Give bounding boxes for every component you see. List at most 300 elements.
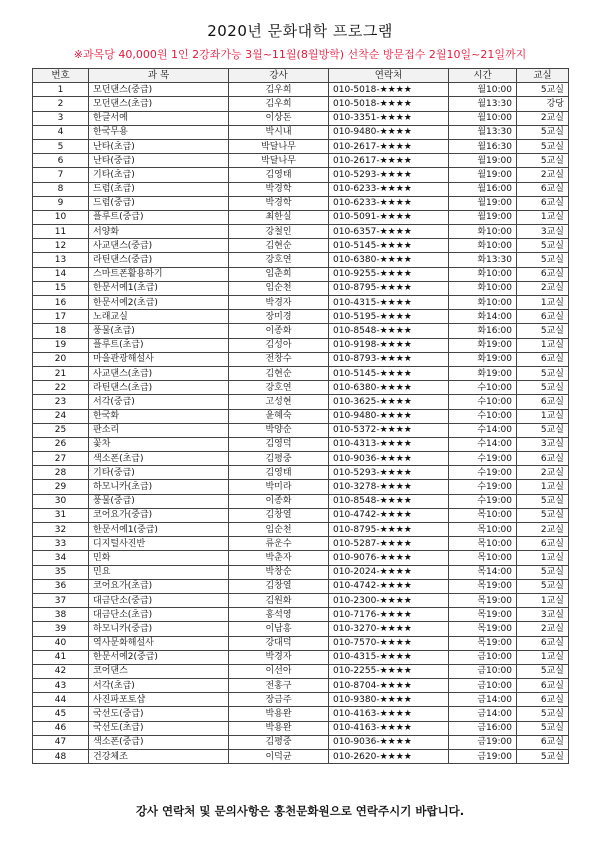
classroom: 6교실	[517, 693, 569, 707]
teacher-name: 강호연	[229, 253, 329, 267]
classroom: 6교실	[517, 352, 569, 366]
course-name: 꽃차	[89, 437, 229, 451]
course-name: 난타(중급)	[89, 154, 229, 168]
teacher-name: 박경자	[229, 650, 329, 664]
class-time: 목10:00	[449, 551, 517, 565]
row-number: 33	[33, 537, 89, 551]
table-row	[33, 735, 569, 749]
contact-number: 010-8704-★★★★	[329, 679, 449, 693]
row-number: 41	[33, 650, 89, 664]
classroom: 5교실	[517, 423, 569, 437]
table-row	[33, 650, 569, 664]
course-name: 기타(초급)	[89, 168, 229, 182]
teacher-name: 고성현	[229, 395, 329, 409]
class-time: 목19:00	[449, 608, 517, 622]
course-name: 한국무용	[89, 125, 229, 139]
course-name: 대금단소(중급)	[89, 593, 229, 607]
class-time: 금19:00	[449, 750, 517, 764]
contact-number: 010-8795-★★★★	[329, 523, 449, 537]
row-number: 7	[33, 168, 89, 182]
classroom: 6교실	[517, 267, 569, 281]
classroom: 5교실	[517, 154, 569, 168]
contact-number: 010-4315-★★★★	[329, 296, 449, 310]
row-number: 14	[33, 267, 89, 281]
table-row	[33, 324, 569, 338]
row-number: 18	[33, 324, 89, 338]
teacher-name: 류운수	[229, 537, 329, 551]
course-name: 국선도(초급)	[89, 721, 229, 735]
course-name: 라틴댄스(초급)	[89, 381, 229, 395]
row-number: 45	[33, 707, 89, 721]
teacher-name: 임춘희	[229, 267, 329, 281]
contact-number: 010-6233-★★★★	[329, 196, 449, 210]
program-schedule-table	[32, 68, 569, 764]
table-row	[33, 296, 569, 310]
course-name: 플루트(초급)	[89, 338, 229, 352]
table-row	[33, 111, 569, 125]
class-time: 목19:00	[449, 579, 517, 593]
class-time: 화14:00	[449, 310, 517, 324]
classroom: 6교실	[517, 735, 569, 749]
row-number: 2	[33, 97, 89, 111]
class-time: 금14:00	[449, 693, 517, 707]
class-time: 월19:00	[449, 154, 517, 168]
class-time: 수19:00	[449, 466, 517, 480]
contact-number: 010-5091-★★★★	[329, 210, 449, 224]
contact-number: 010-4315-★★★★	[329, 650, 449, 664]
classroom: 5교실	[517, 508, 569, 522]
course-name: 노래교실	[89, 310, 229, 324]
teacher-name: 김성아	[229, 338, 329, 352]
classroom: 5교실	[517, 707, 569, 721]
table-row	[33, 622, 569, 636]
classroom: 2교실	[517, 622, 569, 636]
course-name: 건강체조	[89, 750, 229, 764]
class-time: 수14:00	[449, 423, 517, 437]
table-row	[33, 210, 569, 224]
header-course: 과 목	[89, 69, 229, 83]
classroom: 5교실	[517, 579, 569, 593]
teacher-name: 이남흥	[229, 622, 329, 636]
course-name: 사교댄스(중급)	[89, 239, 229, 253]
classroom: 2교실	[517, 281, 569, 295]
contact-number: 010-7176-★★★★	[329, 608, 449, 622]
table-row	[33, 551, 569, 565]
classroom: 5교실	[517, 494, 569, 508]
table-row	[33, 508, 569, 522]
course-name: 드럼(중급)	[89, 196, 229, 210]
course-name: 한글서예	[89, 111, 229, 125]
table-row	[33, 707, 569, 721]
table-row	[33, 565, 569, 579]
teacher-name: 김영덕	[229, 437, 329, 451]
course-name: 색소폰(초급)	[89, 452, 229, 466]
class-time: 수19:00	[449, 480, 517, 494]
teacher-name: 박창순	[229, 565, 329, 579]
course-name: 풍물(초급)	[89, 324, 229, 338]
table-row	[33, 466, 569, 480]
classroom: 5교실	[517, 366, 569, 380]
class-time: 화13:30	[449, 253, 517, 267]
row-number: 28	[33, 466, 89, 480]
enrollment-notice: ※과목당 40,000원 1인 2강좌가능 3월~11월(8월방학) 선착순 방문접수 2월10일~21일까지	[73, 48, 527, 61]
table-row	[33, 196, 569, 210]
contact-number: 010-2620-★★★★	[329, 750, 449, 764]
course-name: 하모니카(중급)	[89, 622, 229, 636]
table-row	[33, 721, 569, 735]
table-row	[33, 608, 569, 622]
class-time: 수10:00	[449, 409, 517, 423]
contact-number: 010-4313-★★★★	[329, 437, 449, 451]
teacher-name: 박용완	[229, 721, 329, 735]
teacher-name: 박경자	[229, 296, 329, 310]
contact-number: 010-3351-★★★★	[329, 111, 449, 125]
classroom: 5교실	[517, 253, 569, 267]
teacher-name: 박경학	[229, 182, 329, 196]
contact-number: 010-5018-★★★★	[329, 83, 449, 97]
table-row	[33, 139, 569, 153]
teacher-name: 박양순	[229, 423, 329, 437]
class-time: 월16:30	[449, 139, 517, 153]
contact-number: 010-6357-★★★★	[329, 225, 449, 239]
row-number: 17	[33, 310, 89, 324]
class-time: 월13:30	[449, 97, 517, 111]
class-time: 화10:00	[449, 239, 517, 253]
class-time: 화19:00	[449, 366, 517, 380]
class-time: 수10:00	[449, 381, 517, 395]
contact-number: 010-4163-★★★★	[329, 721, 449, 735]
teacher-name: 김창열	[229, 508, 329, 522]
course-name: 플루트(중급)	[89, 210, 229, 224]
teacher-name: 이덕균	[229, 750, 329, 764]
class-time: 화10:00	[449, 225, 517, 239]
contact-number: 010-5293-★★★★	[329, 466, 449, 480]
row-number: 13	[33, 253, 89, 267]
classroom: 6교실	[517, 182, 569, 196]
table-row	[33, 125, 569, 139]
class-time: 수19:00	[449, 452, 517, 466]
teacher-name: 강대덕	[229, 636, 329, 650]
row-number: 32	[33, 523, 89, 537]
row-number: 37	[33, 593, 89, 607]
teacher-name: 임순천	[229, 523, 329, 537]
class-time: 수19:00	[449, 494, 517, 508]
table-row	[33, 480, 569, 494]
table-row	[33, 593, 569, 607]
classroom: 1교실	[517, 409, 569, 423]
classroom: 2교실	[517, 168, 569, 182]
row-number: 15	[33, 281, 89, 295]
class-time: 화19:00	[449, 338, 517, 352]
teacher-name: 김영태	[229, 466, 329, 480]
contact-number: 010-9036-★★★★	[329, 452, 449, 466]
course-name: 민요	[89, 565, 229, 579]
course-name: 판소리	[89, 423, 229, 437]
row-number: 43	[33, 679, 89, 693]
row-number: 21	[33, 366, 89, 380]
teacher-name: 임순천	[229, 281, 329, 295]
class-time: 월10:00	[449, 111, 517, 125]
class-time: 화19:00	[449, 352, 517, 366]
classroom: 5교실	[517, 139, 569, 153]
classroom: 3교실	[517, 608, 569, 622]
course-name: 라틴댄스(중급)	[89, 253, 229, 267]
classroom: 2교실	[517, 466, 569, 480]
contact-number: 010-2024-★★★★	[329, 565, 449, 579]
row-number: 29	[33, 480, 89, 494]
contact-number: 010-9198-★★★★	[329, 338, 449, 352]
table-header-row	[33, 69, 569, 83]
contact-number: 010-5195-★★★★	[329, 310, 449, 324]
table-row	[33, 267, 569, 281]
course-name: 한문서예1(초급)	[89, 281, 229, 295]
table-row	[33, 239, 569, 253]
teacher-name: 이상돈	[229, 111, 329, 125]
table-row	[33, 154, 569, 168]
class-time: 화10:00	[449, 296, 517, 310]
course-name: 스마트폰활용하기	[89, 267, 229, 281]
teacher-name: 이선아	[229, 664, 329, 678]
table-row	[33, 494, 569, 508]
course-name: 사교댄스(초급)	[89, 366, 229, 380]
row-number: 10	[33, 210, 89, 224]
contact-number: 010-5145-★★★★	[329, 366, 449, 380]
contact-number: 010-7570-★★★★	[329, 636, 449, 650]
classroom: 1교실	[517, 210, 569, 224]
teacher-name: 김원화	[229, 593, 329, 607]
row-number: 3	[33, 111, 89, 125]
class-time: 금10:00	[449, 679, 517, 693]
contact-number: 010-8548-★★★★	[329, 324, 449, 338]
course-name: 한문서예2(중급)	[89, 650, 229, 664]
contact-number: 010-3625-★★★★	[329, 395, 449, 409]
class-time: 화16:00	[449, 324, 517, 338]
contact-number: 010-3278-★★★★	[329, 480, 449, 494]
teacher-name: 강철인	[229, 225, 329, 239]
contact-number: 010-6380-★★★★	[329, 381, 449, 395]
classroom: 6교실	[517, 196, 569, 210]
table-row	[33, 83, 569, 97]
contact-number: 010-5372-★★★★	[329, 423, 449, 437]
classroom: 1교실	[517, 296, 569, 310]
classroom: 5교실	[517, 83, 569, 97]
row-number: 1	[33, 83, 89, 97]
table-row	[33, 381, 569, 395]
course-name: 서각(초급)	[89, 679, 229, 693]
classroom: 1교실	[517, 650, 569, 664]
table-row	[33, 168, 569, 182]
table-row	[33, 281, 569, 295]
table-row	[33, 579, 569, 593]
row-number: 12	[33, 239, 89, 253]
row-number: 44	[33, 693, 89, 707]
teacher-name: 김우희	[229, 97, 329, 111]
classroom: 5교실	[517, 239, 569, 253]
course-name: 코어요가(초급)	[89, 579, 229, 593]
class-time: 월16:00	[449, 182, 517, 196]
table-row	[33, 395, 569, 409]
row-number: 42	[33, 664, 89, 678]
course-name: 사진파포토샵	[89, 693, 229, 707]
teacher-name: 김창열	[229, 579, 329, 593]
teacher-name: 강호연	[229, 381, 329, 395]
teacher-name: 전홍구	[229, 679, 329, 693]
class-time: 목10:00	[449, 537, 517, 551]
row-number: 5	[33, 139, 89, 153]
contact-number: 010-8548-★★★★	[329, 494, 449, 508]
row-number: 24	[33, 409, 89, 423]
classroom: 1교실	[517, 551, 569, 565]
teacher-name: 김평중	[229, 452, 329, 466]
class-time: 수10:00	[449, 395, 517, 409]
teacher-name: 이종화	[229, 494, 329, 508]
table-row	[33, 253, 569, 267]
contact-number: 010-9076-★★★★	[329, 551, 449, 565]
contact-number: 010-5293-★★★★	[329, 168, 449, 182]
classroom: 6교실	[517, 395, 569, 409]
row-number: 46	[33, 721, 89, 735]
table-row	[33, 636, 569, 650]
class-time: 목14:00	[449, 565, 517, 579]
classroom: 1교실	[517, 593, 569, 607]
class-time: 월19:00	[449, 168, 517, 182]
contact-number: 010-4742-★★★★	[329, 508, 449, 522]
row-number: 20	[33, 352, 89, 366]
classroom: 3교실	[517, 225, 569, 239]
contact-number: 010-5145-★★★★	[329, 239, 449, 253]
classroom: 5교실	[517, 324, 569, 338]
classroom: 5교실	[517, 664, 569, 678]
row-number: 39	[33, 622, 89, 636]
teacher-name: 김현순	[229, 366, 329, 380]
row-number: 35	[33, 565, 89, 579]
course-name: 역사문화해설사	[89, 636, 229, 650]
class-time: 금16:00	[449, 721, 517, 735]
contact-number: 010-9036-★★★★	[329, 735, 449, 749]
header-no: 번호	[33, 69, 89, 83]
teacher-name: 윤혜숙	[229, 409, 329, 423]
row-number: 25	[33, 423, 89, 437]
class-time: 금19:00	[449, 735, 517, 749]
table-body	[33, 83, 569, 764]
table-row	[33, 523, 569, 537]
table-row	[33, 437, 569, 451]
teacher-name: 박달나무	[229, 139, 329, 153]
teacher-name: 김평중	[229, 735, 329, 749]
class-time: 목10:00	[449, 523, 517, 537]
classroom: 6교실	[517, 452, 569, 466]
course-name: 드럼(초급)	[89, 182, 229, 196]
teacher-name: 장금주	[229, 693, 329, 707]
classroom: 6교실	[517, 679, 569, 693]
classroom: 6교실	[517, 537, 569, 551]
row-number: 27	[33, 452, 89, 466]
table-row	[33, 366, 569, 380]
course-name: 마을관광해설사	[89, 352, 229, 366]
course-name: 디지털사진반	[89, 537, 229, 551]
table-row	[33, 537, 569, 551]
row-number: 6	[33, 154, 89, 168]
classroom: 1교실	[517, 338, 569, 352]
classroom: 강당	[517, 97, 569, 111]
contact-number: 010-9380-★★★★	[329, 693, 449, 707]
class-time: 수14:00	[449, 437, 517, 451]
class-time: 목19:00	[449, 636, 517, 650]
contact-number: 010-3270-★★★★	[329, 622, 449, 636]
table-row	[33, 452, 569, 466]
table-row	[33, 352, 569, 366]
row-number: 47	[33, 735, 89, 749]
teacher-name: 이종화	[229, 324, 329, 338]
classroom: 5교실	[517, 721, 569, 735]
classroom: 2교실	[517, 523, 569, 537]
row-number: 9	[33, 196, 89, 210]
row-number: 34	[33, 551, 89, 565]
contact-number: 010-4163-★★★★	[329, 707, 449, 721]
course-name: 모던댄스(중급)	[89, 83, 229, 97]
classroom: 5교실	[517, 381, 569, 395]
class-time: 월10:00	[449, 83, 517, 97]
classroom: 6교실	[517, 636, 569, 650]
course-name: 민화	[89, 551, 229, 565]
class-time: 목19:00	[449, 593, 517, 607]
course-name: 한문서예2(초급)	[89, 296, 229, 310]
teacher-name: 김현순	[229, 239, 329, 253]
teacher-name: 홍석영	[229, 608, 329, 622]
course-name: 서양화	[89, 225, 229, 239]
teacher-name: 장미경	[229, 310, 329, 324]
table-row	[33, 97, 569, 111]
row-number: 23	[33, 395, 89, 409]
table-row	[33, 409, 569, 423]
classroom: 3교실	[517, 437, 569, 451]
teacher-name: 박시내	[229, 125, 329, 139]
classroom: 5교실	[517, 125, 569, 139]
header-time: 시간	[449, 69, 517, 83]
class-time: 금10:00	[449, 664, 517, 678]
course-name: 하모니카(초급)	[89, 480, 229, 494]
course-name: 풍물(중급)	[89, 494, 229, 508]
table-row	[33, 338, 569, 352]
row-number: 11	[33, 225, 89, 239]
table-row	[33, 664, 569, 678]
row-number: 16	[33, 296, 89, 310]
classroom: 6교실	[517, 310, 569, 324]
row-number: 38	[33, 608, 89, 622]
classroom: 5교실	[517, 565, 569, 579]
table-row	[33, 693, 569, 707]
header-contact: 연락처	[329, 69, 449, 83]
table-row	[33, 310, 569, 324]
classroom: 1교실	[517, 480, 569, 494]
contact-number: 010-2300-★★★★	[329, 593, 449, 607]
teacher-name: 박미라	[229, 480, 329, 494]
table-row	[33, 679, 569, 693]
contact-number: 010-5287-★★★★	[329, 537, 449, 551]
class-time: 월19:00	[449, 196, 517, 210]
row-number: 30	[33, 494, 89, 508]
contact-number: 010-6233-★★★★	[329, 182, 449, 196]
course-name: 모던댄스(초급)	[89, 97, 229, 111]
class-time: 월13:30	[449, 125, 517, 139]
teacher-name: 박경학	[229, 196, 329, 210]
row-number: 40	[33, 636, 89, 650]
class-time: 금10:00	[449, 650, 517, 664]
row-number: 31	[33, 508, 89, 522]
row-number: 19	[33, 338, 89, 352]
contact-number: 010-2255-★★★★	[329, 664, 449, 678]
teacher-name: 전창수	[229, 352, 329, 366]
